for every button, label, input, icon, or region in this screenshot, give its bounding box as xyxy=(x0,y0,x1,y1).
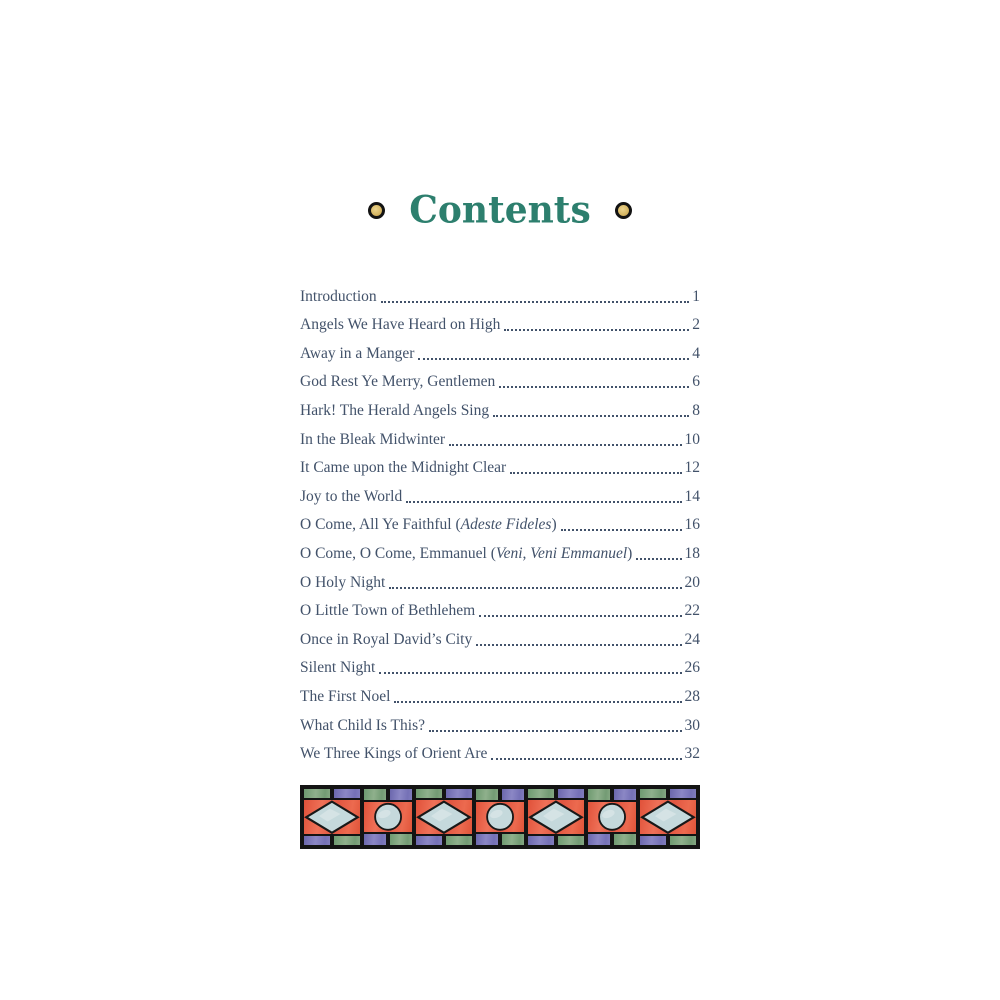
glass-cell-purple xyxy=(588,834,610,845)
toc-entry xyxy=(300,307,700,336)
glass-red-pane xyxy=(476,802,524,832)
toc-entry-title: Once in Royal David’s City xyxy=(300,630,473,648)
toc-entry-page: 6 xyxy=(692,373,700,391)
toc-entry-title: O Come, All Ye Faithful (Adeste Fideles) xyxy=(300,516,557,534)
toc-entry-page: 24 xyxy=(684,630,700,648)
glass-cell-purple xyxy=(670,789,696,798)
glass-cell-green xyxy=(390,834,412,845)
diamond-pane-icon xyxy=(304,800,360,834)
toc-entry-page: 4 xyxy=(692,344,700,362)
glass-cell-purple xyxy=(558,789,584,798)
glass-red-pane xyxy=(588,802,636,832)
glass-corner-strip xyxy=(364,789,412,800)
glass-cell-purple xyxy=(390,789,412,800)
glass-panel-diamond xyxy=(528,789,584,845)
toc-entry-title: Angels We Have Heard on High xyxy=(300,316,501,334)
toc-entry-page: 18 xyxy=(684,544,700,562)
toc-entry-title: It Came upon the Midnight Clear xyxy=(300,459,507,477)
glass-corner-strip xyxy=(476,789,524,800)
dot-leader xyxy=(636,558,681,560)
toc-entry xyxy=(300,593,700,622)
toc-entry-page: 20 xyxy=(684,573,700,591)
glass-cell-green xyxy=(670,836,696,845)
contents-page xyxy=(300,188,700,849)
glass-corner-strip xyxy=(640,789,696,798)
glass-red-pane xyxy=(304,800,360,834)
toc-entry xyxy=(300,564,700,593)
toc-entry xyxy=(300,335,700,364)
page-title: Contents xyxy=(409,187,591,233)
toc-entry xyxy=(300,392,700,421)
gold-dot-right-icon xyxy=(615,202,632,219)
toc-entry-title: In the Bleak Midwinter xyxy=(300,430,446,448)
dot-leader xyxy=(406,501,681,503)
toc-entry-page: 12 xyxy=(684,459,700,477)
toc-entry-page: 2 xyxy=(692,316,700,334)
dot-leader xyxy=(504,329,689,331)
toc-entry xyxy=(300,450,700,479)
toc-entry xyxy=(300,535,700,564)
toc-entry-title: O Holy Night xyxy=(300,573,386,591)
dot-leader xyxy=(379,672,681,674)
dot-leader xyxy=(449,444,681,446)
glass-cell-green xyxy=(640,789,666,798)
toc-entry-title: What Child Is This? xyxy=(300,716,425,734)
glass-corner-strip xyxy=(304,789,360,798)
glass-corner-strip xyxy=(528,836,584,845)
glass-cell-purple xyxy=(614,789,636,800)
glass-corner-strip xyxy=(588,789,636,800)
dot-leader xyxy=(561,529,682,531)
glass-panel-circle xyxy=(476,789,524,845)
toc-entry-page: 8 xyxy=(692,401,700,419)
toc-entry xyxy=(300,478,700,507)
glass-cell-green xyxy=(528,789,554,798)
contents-header xyxy=(300,188,700,232)
glass-panel-diamond xyxy=(416,789,472,845)
glass-cell-purple xyxy=(476,834,498,845)
glass-panel-diamond xyxy=(640,789,696,845)
circle-pane-icon xyxy=(364,802,412,832)
dot-leader xyxy=(381,301,690,303)
glass-corner-strip xyxy=(640,836,696,845)
toc-entry-page: 22 xyxy=(684,602,700,620)
toc-entry-page: 16 xyxy=(684,516,700,534)
toc-entry-title: God Rest Ye Merry, Gentlemen xyxy=(300,373,496,391)
glass-cell-green xyxy=(502,834,524,845)
glass-cell-green xyxy=(304,789,330,798)
toc-entry-title: O Little Town of Bethlehem xyxy=(300,602,476,620)
toc-entry-page: 10 xyxy=(684,430,700,448)
gold-dot-left-icon xyxy=(368,202,385,219)
glass-cell-green xyxy=(614,834,636,845)
toc-entry xyxy=(300,707,700,736)
dot-leader xyxy=(510,472,681,474)
dot-leader xyxy=(479,615,681,617)
dot-leader xyxy=(389,587,681,589)
toc-entry-title: Away in a Manger xyxy=(300,344,415,362)
diamond-pane-icon xyxy=(416,800,472,834)
glass-cell-green xyxy=(416,789,442,798)
glass-cell-purple xyxy=(446,789,472,798)
toc-entry xyxy=(300,678,700,707)
dot-leader xyxy=(394,701,681,703)
diamond-pane-icon xyxy=(640,800,696,834)
glass-corner-strip xyxy=(528,789,584,798)
glass-corner-strip xyxy=(476,834,524,845)
toc-entry-page: 32 xyxy=(684,745,700,763)
circle-pane-icon xyxy=(476,802,524,832)
toc-entry-title: Introduction xyxy=(300,287,377,305)
toc-entry xyxy=(300,421,700,450)
toc-entry-page: 28 xyxy=(684,687,700,705)
glass-cell-green xyxy=(364,789,386,800)
glass-red-pane xyxy=(416,800,472,834)
glass-cell-green xyxy=(476,789,498,800)
toc-entry-title: We Three Kings of Orient Are xyxy=(300,745,488,763)
glass-corner-strip xyxy=(588,834,636,845)
glass-panel-circle xyxy=(588,789,636,845)
glass-red-pane xyxy=(640,800,696,834)
toc-entry-page: 30 xyxy=(684,716,700,734)
glass-cell-purple xyxy=(304,836,330,845)
glass-corner-strip xyxy=(416,836,472,845)
glass-red-pane xyxy=(364,802,412,832)
toc-entry-page: 14 xyxy=(684,487,700,505)
glass-cell-purple xyxy=(528,836,554,845)
toc-entry xyxy=(300,650,700,679)
toc-entry xyxy=(300,507,700,536)
glass-cell-green xyxy=(588,789,610,800)
glass-cell-purple xyxy=(416,836,442,845)
toc-entry xyxy=(300,736,700,765)
glass-cell-purple xyxy=(502,789,524,800)
circle-pane-icon xyxy=(588,802,636,832)
toc-entry-page: 26 xyxy=(684,659,700,677)
glass-cell-green xyxy=(446,836,472,845)
toc-entry-title: The First Noel xyxy=(300,687,391,705)
glass-corner-strip xyxy=(304,836,360,845)
glass-panel-diamond xyxy=(304,789,360,845)
stained-glass-border xyxy=(300,785,700,849)
glass-cell-purple xyxy=(640,836,666,845)
toc-entry xyxy=(300,278,700,307)
toc-entry-title: O Come, O Come, Emmanuel (Veni, Veni Emmanuel) xyxy=(300,544,633,562)
toc-entry xyxy=(300,621,700,650)
dot-leader xyxy=(418,358,689,360)
toc-entry xyxy=(300,364,700,393)
dot-leader xyxy=(499,386,689,388)
toc-entry-page: 1 xyxy=(692,287,700,305)
glass-corner-strip xyxy=(416,789,472,798)
dot-leader xyxy=(429,730,682,732)
toc-entry-title: Silent Night xyxy=(300,659,376,677)
toc-entry-title: Joy to the World xyxy=(300,487,403,505)
book-page xyxy=(0,188,1000,1000)
dot-leader xyxy=(491,758,681,760)
table-of-contents xyxy=(300,278,700,764)
glass-cell-green xyxy=(558,836,584,845)
dot-leader xyxy=(476,644,681,646)
glass-cell-purple xyxy=(334,789,360,798)
glass-cell-green xyxy=(334,836,360,845)
glass-red-pane xyxy=(528,800,584,834)
toc-entry-title: Hark! The Herald Angels Sing xyxy=(300,401,490,419)
dot-leader xyxy=(493,415,689,417)
diamond-pane-icon xyxy=(528,800,584,834)
glass-cell-purple xyxy=(364,834,386,845)
glass-corner-strip xyxy=(364,834,412,845)
glass-panel-circle xyxy=(364,789,412,845)
